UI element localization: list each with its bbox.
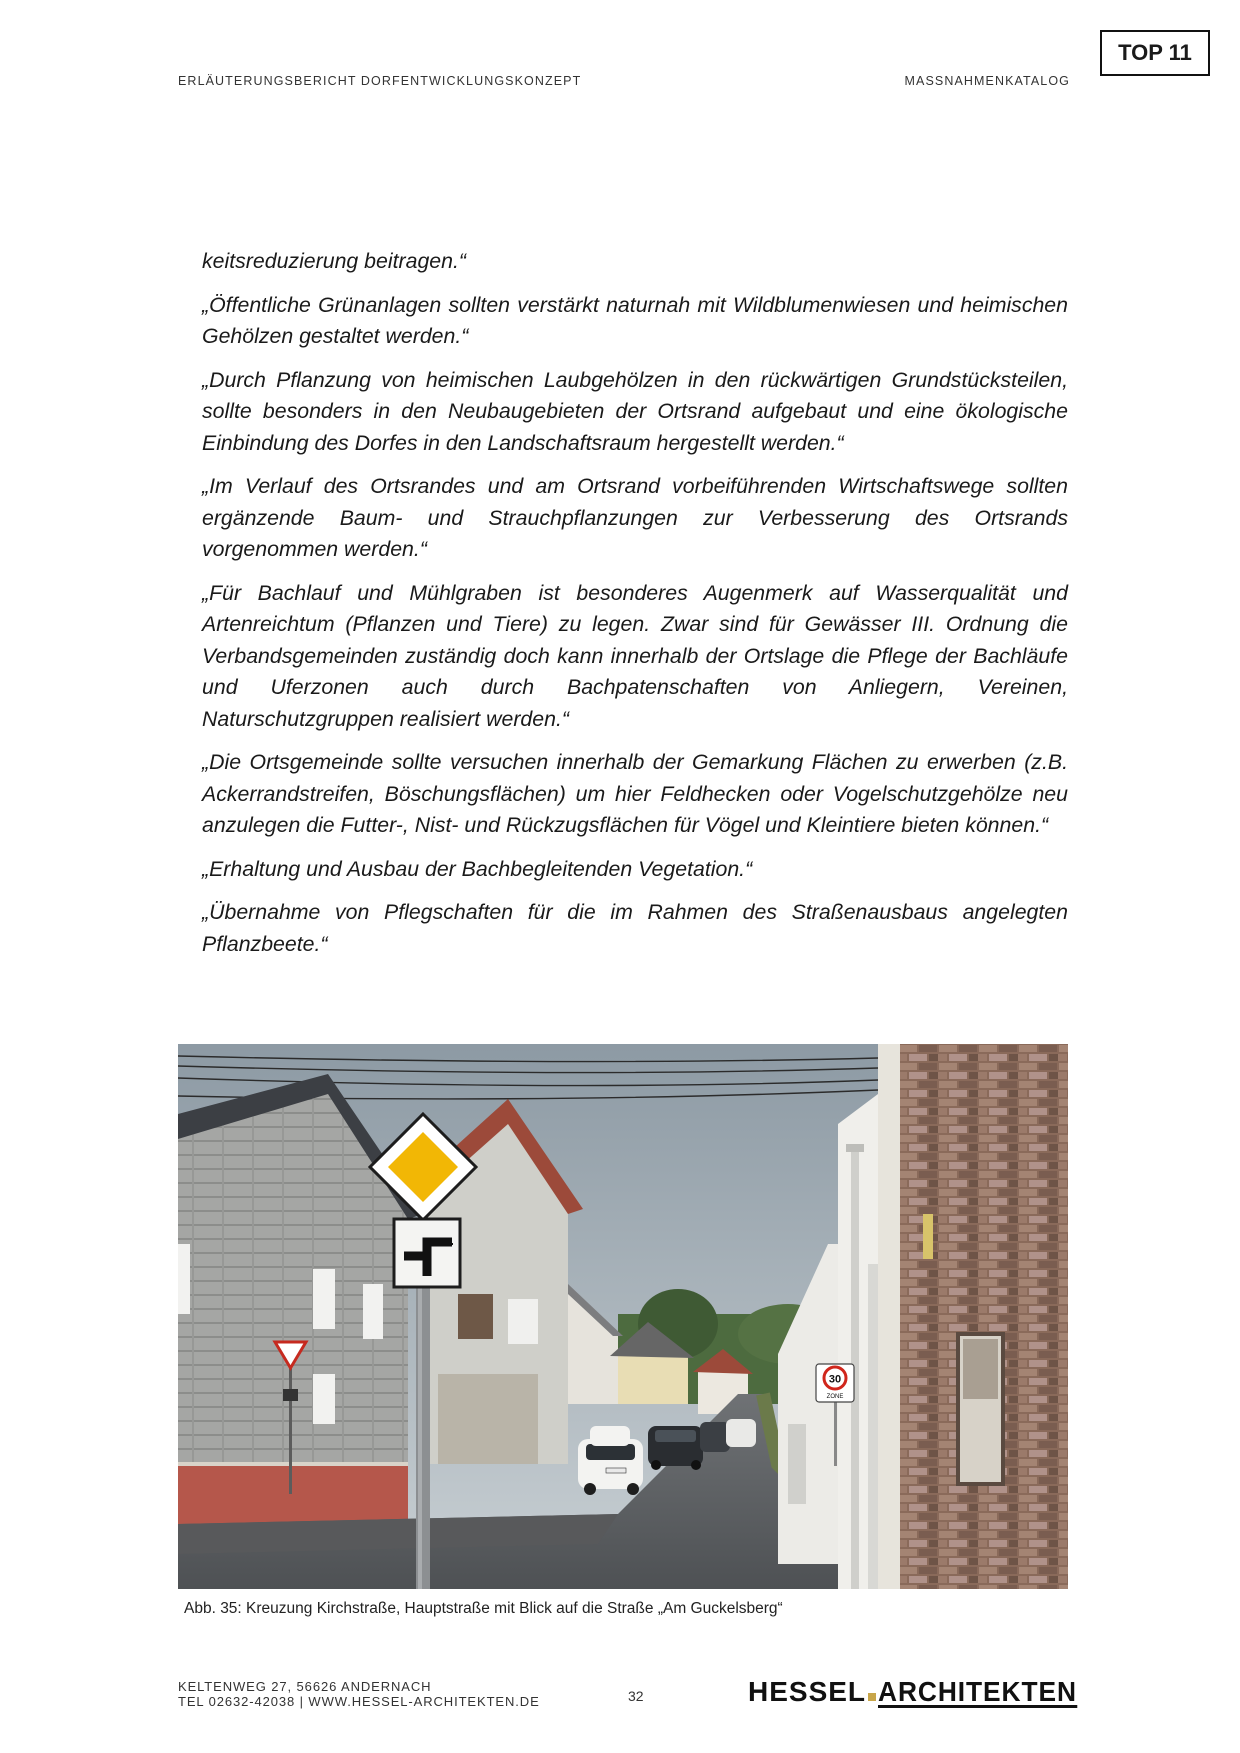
street-photo: [178, 1044, 1068, 1589]
house-left-base: [178, 1464, 408, 1524]
house-right-brick: [878, 1044, 1068, 1589]
paragraph-3: „Durch Pflanzung von heimischen Laubgehölzen in den rückwärtigen Grundstücksteilen, sollte besonders in den Neubaugebieten der Ortsrand aufgebaut und eine ökologische Einbindung des Dorfes in den Landschaftsraum hergestellt werden.“: [202, 367, 1068, 455]
paragraph-8: „Übernahme von Pflegschaften für die im Rahmen des Straßenausbaus angelegten Pflanzbeete.“: [202, 900, 1068, 956]
hessel-architekten-logo: [748, 1676, 1090, 1708]
logo-word-architekten: ARCHITEKTEN: [878, 1676, 1078, 1707]
zone-30-label: ZONE: [826, 1394, 844, 1400]
footer-address-line1: KELTENWEG 27, 56626 ANDERNACH: [178, 1679, 432, 1694]
top-badge: TOP 11: [1100, 30, 1210, 76]
logo-word-hessel: HESSEL: [748, 1676, 867, 1707]
paragraph-2: „Öffentliche Grünanlagen sollten verstärkt naturnah mit Wildblumenwiesen und heimischen Gehölzen gestaltet werden.“: [202, 292, 1068, 348]
paragraph-7: „Erhaltung und Ausbau der Bachbegleitenden Vegetation.“: [202, 856, 753, 881]
figure-caption: Abb. 35: Kreuzung Kirchstraße, Hauptstraße mit Blick auf die Straße „Am Guckelsberg“: [184, 1600, 783, 1617]
paragraph-6: „Die Ortsgemeinde sollte versuchen innerhalb der Gemarkung Flächen zu erwerben (z.B. Ackerrandstreifen, Böschungsflächen) um hier Feldhecken oder Vogelschutzgehölze neu anzulegen die Futter-, Nist- und Rückzugsflächen für Vögel und Kleintiere bieten können.“: [202, 750, 1068, 837]
footer-address: [178, 1679, 540, 1709]
paragraph-1: keitsreduzierung beitragen.“: [202, 249, 466, 273]
header-section-title: MASSNAHMENKATALOG: [904, 74, 1070, 88]
logo-dot-icon: [868, 1693, 876, 1701]
page-number: 32: [628, 1688, 644, 1704]
header-document-title: ERLÄUTERUNGSBERICHT DORFENTWICKLUNGSKONZEPT: [178, 74, 582, 88]
body-text: [202, 246, 1068, 972]
paragraph-4: „Im Verlauf des Ortsrandes und am Ortsrand vorbeiführenden Wirtschaftswege sollten ergänzende Baum- und Strauchpflanzungen zur Verbesserung des Ortsrands vorgenommen werden.“: [202, 474, 1068, 561]
footer-address-line2: TEL 02632-42038 | WWW.HESSEL-ARCHITEKTEN.DE: [178, 1694, 540, 1709]
junction-sign: [394, 1219, 460, 1287]
paragraph-5: „Für Bachlauf und Mühlgraben ist besonderes Augenmerk auf Wasserqualität und Artenreichtum (Pflanzen und Tiere) zu legen. Zwar sind für Gewässer III. Ordnung die Verbandsgemeinden zuständig doch kann innerhalb der Ortslage die Pflege der Bachläufe und Uferzonen auch durch Bachpatenschaften von Anliegern, Vereinen, Naturschutzgruppen realisiert werden.“: [202, 580, 1068, 731]
zone-30-number: 30: [828, 1373, 842, 1386]
